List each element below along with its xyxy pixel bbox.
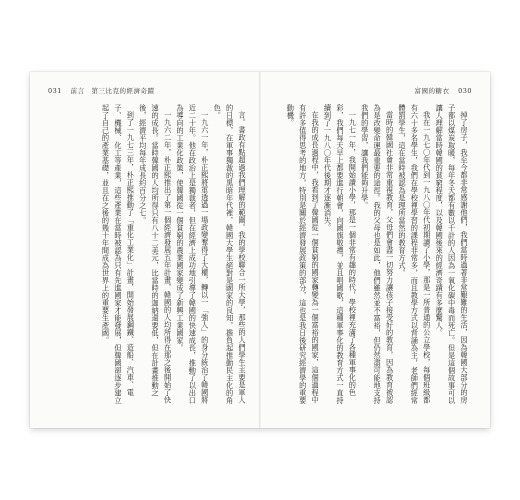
- right-paragraph: 掉了房子，我至今都非常感謝他們，我們當時過著非常艱難的生活，因為韓國大部分的房子都以煤炭取暖，每年冬天都有數以千計的人因為一氧化碳中毒而死亡。但是這個故事可以讓人理解當時韓國的貧窮程度，以及韓國後來的經濟奇蹟有多麼驚人。: [435, 104, 469, 404]
- right-paragraph: 在我的成長過程中，我看到了韓國從一個貧窮的國家轉變為一個富裕的國家，這個過程中有許多值得思考的地方，特別是關於經濟發展政策的部分，這也是我日後研究經濟學的重要動機。: [286, 104, 321, 404]
- right-running-head: 富國的糖衣: [414, 87, 450, 95]
- left-paragraph: 一九六二年，朴正熙推出了第一個經濟發展五年計畫，韓國的人均所得在那之後開始了快速的成長。當時韓國的人均所得只有八十二美元，比當時的迦納還要低，但在計畫推動之後，經濟平均每年成長約百分之七。: [138, 104, 173, 404]
- book-spread: [30, 72, 490, 428]
- left-paragraph: 一九六一年，朴正熙將軍透過一場政變奪得了大權，轉以一「強人」的身分統治了韓國將近二十年。他在政治上是獨裁者，但在經濟上成功地引導了韓國的快速成長，推動了以出口為導向的工業化政策，使韓國從一個貧窮的農業國家變成了新興工業國家。: [175, 104, 210, 404]
- left-page-body: [48, 104, 248, 404]
- right-page-header: [415, 86, 473, 95]
- right-page-body: [270, 104, 470, 404]
- left-paragraph: 言。書政有點超過我們理解的範圍。我的學校聯合一所大學，那些的人們學生主要是軍人的日標，在軍事獨裁的黑暗年代裡，韓國大學生絕對是國家的良知，擔負起推動民主化的角色。: [213, 104, 247, 404]
- right-paragraph: 我在一九七〇年代到一九八〇年代初期讀了小學，那是一所普通的公立學校，每個班級都有六十多名學生，我們在學校裡學習的課程非常多，而且教學方式以背誦為主，老師們經常體罰學生，這在當時被認為是理所當然的教育方式。: [397, 104, 432, 404]
- left-page-header: [48, 86, 155, 95]
- left-paragraph: 到了一九七三年，朴正熙推動了「重化工業化」計畫，開始發展鋼鐵、造船、汽車、電子、機械、化工等產業，這些產業在當時被認為只有先進國家才能發展，但韓國卻逐步建立起了自己的產業基礎，並且在之後的幾十年間成為世界上的重要生產國。: [101, 104, 136, 404]
- right-page-number: 030: [458, 87, 472, 95]
- left-running-head: 前言 第三比克的經濟奇蹟: [70, 87, 155, 95]
- page-gutter: [259, 72, 261, 428]
- left-page-number: 031: [48, 87, 62, 95]
- right-paragraph: 當時的韓國社會非常重視教育，父母們會盡一切努力讓孩子接受好的教育，因為教育被認為是改變命運最重要的途徑。我的父母也是如此，他們雖然並不富裕，但仍然盡可能地支持我們的學習，讓我們能夠升學。: [360, 104, 395, 404]
- right-paragraph: 一九七一年，我開始讀小學，那是一個非常有趣的時代，學校裡充滿了各種軍事化的色彩，我們每天早上都要進行朝會，向國旗敬禮，並且唱國歌，這種軍事化的教育方式一直持續到了一九八〇年代後期才逐漸消失。: [323, 104, 358, 404]
